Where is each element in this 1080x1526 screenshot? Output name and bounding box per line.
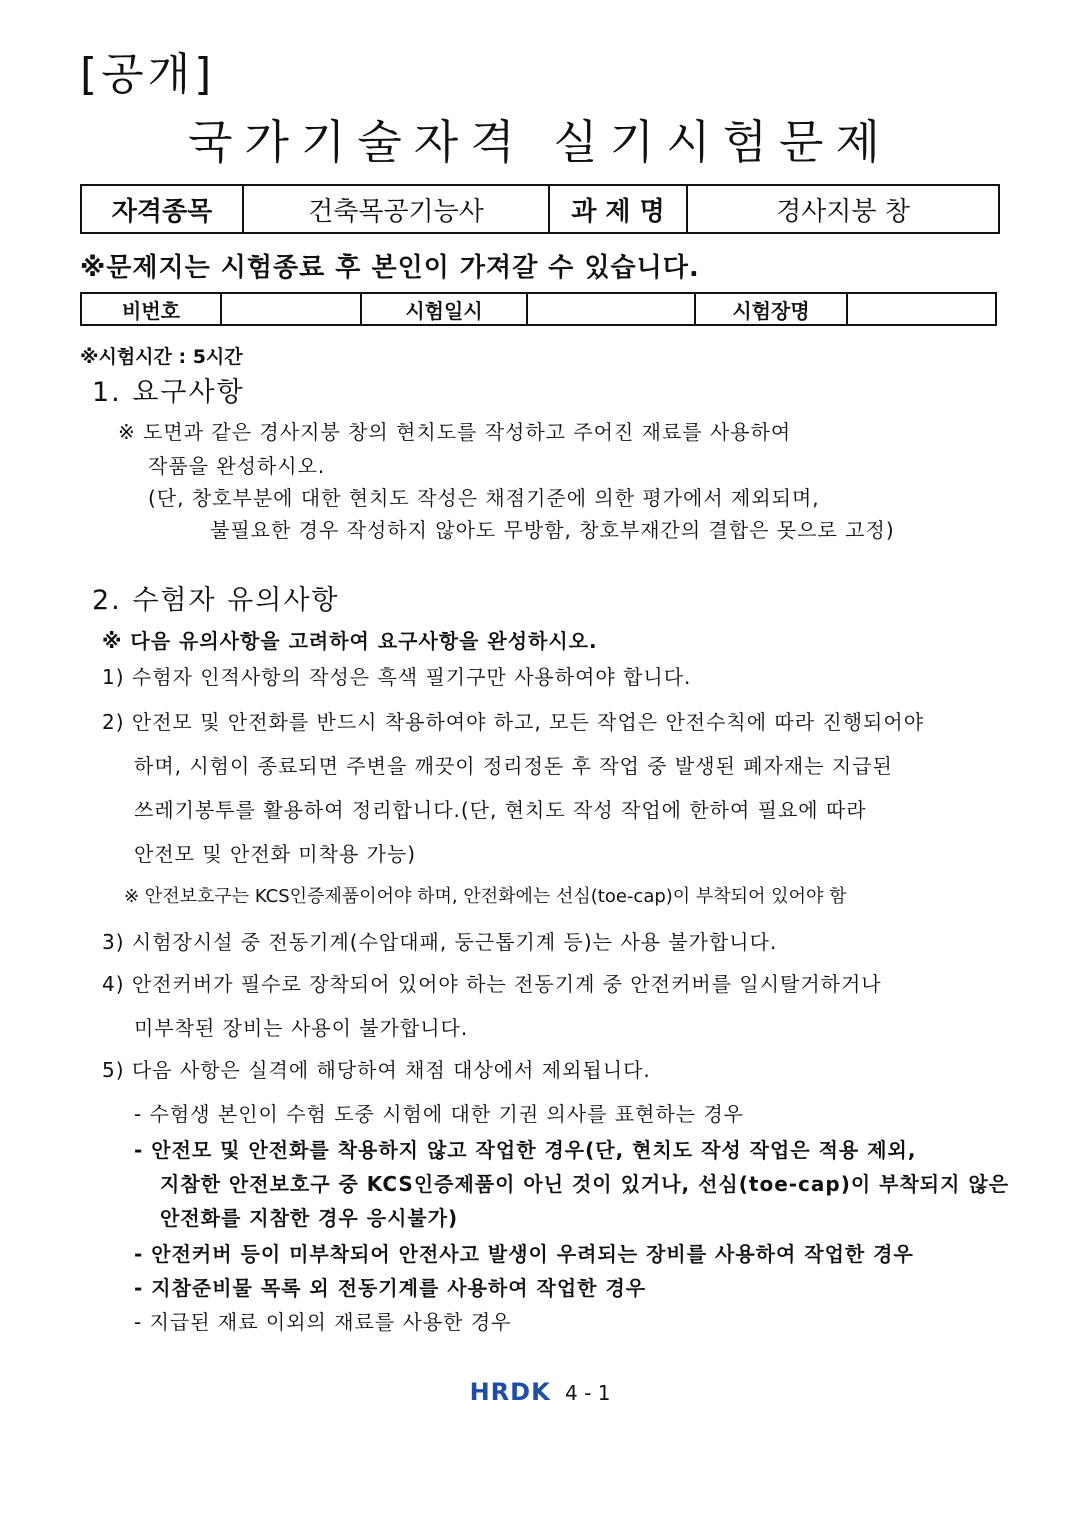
exam-date-label: 시험일시	[361, 293, 527, 325]
hrdk-logo: HRDK	[469, 1378, 551, 1406]
precaution-item-4-line-2: 미부착된 장비는 사용이 불가합니다.	[134, 1016, 469, 1040]
precaution-item-5: 5) 다음 사항은 실격에 해당하여 채점 대상에서 제외됩니다.	[102, 1058, 651, 1082]
qualification-label: 자격종목	[81, 185, 243, 233]
exam-date-value	[527, 293, 695, 325]
exam-info-table	[80, 292, 997, 326]
page-title: 국가기술자격 실기시험문제	[188, 115, 892, 169]
public-tag: [공개]	[80, 49, 216, 100]
seat-number-label: 비번호	[81, 293, 221, 325]
precaution-item-3: 3) 시험장시설 중 전동기계(수압대패, 둥근톱기계 등)는 사용 불가합니다.	[102, 930, 778, 954]
task-name-label: 과 제 명	[549, 185, 687, 233]
disqualification-4: - 지참준비물 목록 외 전동기계를 사용하여 작업한 경우	[134, 1276, 647, 1300]
precaution-item-2-line-2: 하며, 시험이 종료되면 주변을 깨끗이 정리정돈 후 작업 중 발생된 폐자재는 지급된	[134, 754, 893, 778]
requirement-line-1: ※ 도면과 같은 경사지붕 창의 현치도를 작성하고 주어진 재료를 사용하여	[118, 420, 792, 444]
take-home-notice: ※문제지는 시험종료 후 본인이 가져갈 수 있습니다.	[80, 253, 700, 283]
page-footer	[0, 1378, 1080, 1406]
precaution-item-2-line-4: 안전모 및 안전화 미착용 가능)	[134, 842, 417, 866]
requirement-line-2: 작품을 완성하시오.	[148, 454, 326, 478]
precaution-item-2-line-1: 2) 안전모 및 안전화를 반드시 착용하여야 하고, 모든 작업은 안전수칙에 따라 진행되어야	[102, 710, 925, 734]
precaution-item-2-line-3: 쓰레기봉투를 활용하여 정리합니다.(단, 현치도 작성 작업에 한하여 필요에 따라	[134, 798, 867, 822]
page-number: 4 - 1	[565, 1381, 611, 1405]
requirement-line-4: 불필요한 경우 작성하지 않아도 무방함, 창호부재간의 결합은 못으로 고정)	[210, 518, 895, 542]
disqualification-1: - 수험생 본인이 수험 도중 시험에 대한 기권 의사를 표현하는 경우	[134, 1102, 745, 1126]
precaution-item-4-line-1: 4) 안전커버가 필수로 장착되어 있어야 하는 전동기계 중 안전커버를 일시탈거하거나	[102, 972, 882, 996]
disqualification-2-line-3: 안전화를 지참한 경우 응시불가)	[160, 1206, 459, 1230]
disqualification-5: - 지급된 재료 이외의 재료를 사용한 경우	[134, 1310, 512, 1334]
seat-number-value	[221, 293, 361, 325]
section2-heading: 2. 수험자 유의사항	[92, 585, 340, 616]
precaution-item-2-note: ※ 안전보호구는 KCS인증제품이어야 하며, 안전화에는 선심(toe-cap)이 부착되어 있어야 함	[124, 886, 847, 907]
exam-time: ※시험시간 : 5시간	[80, 346, 243, 368]
disqualification-3: - 안전커버 등이 미부착되어 안전사고 발생이 우려되는 장비를 사용하여 작업한 경우	[134, 1242, 914, 1266]
requirement-line-3: (단, 창호부분에 대한 현치도 작성은 채점기준에 의한 평가에서 제외되며,	[148, 486, 820, 510]
disqualification-2-line-1: - 안전모 및 안전화를 착용하지 않고 작업한 경우(단, 현치도 작성 작업은 적용 제외,	[134, 1138, 917, 1162]
precaution-item-1: 1) 수험자 인적사항의 작성은 흑색 필기구만 사용하여야 합니다.	[102, 665, 692, 689]
disqualification-2-line-2: 지참한 안전보호구 중 KCS인증제품이 아닌 것이 있거나, 선심(toe-cap)이 부착되지 않은	[160, 1172, 1010, 1196]
section1-heading: 1. 요구사항	[92, 377, 245, 408]
qualification-table	[80, 184, 1000, 234]
precautions-intro: ※ 다음 유의사항을 고려하여 요구사항을 완성하시오.	[102, 629, 598, 653]
exam-site-label: 시험장명	[695, 293, 847, 325]
task-name-value: 경사지붕 창	[687, 185, 999, 233]
exam-site-value	[847, 293, 996, 325]
qualification-value: 건축목공기능사	[243, 185, 549, 233]
